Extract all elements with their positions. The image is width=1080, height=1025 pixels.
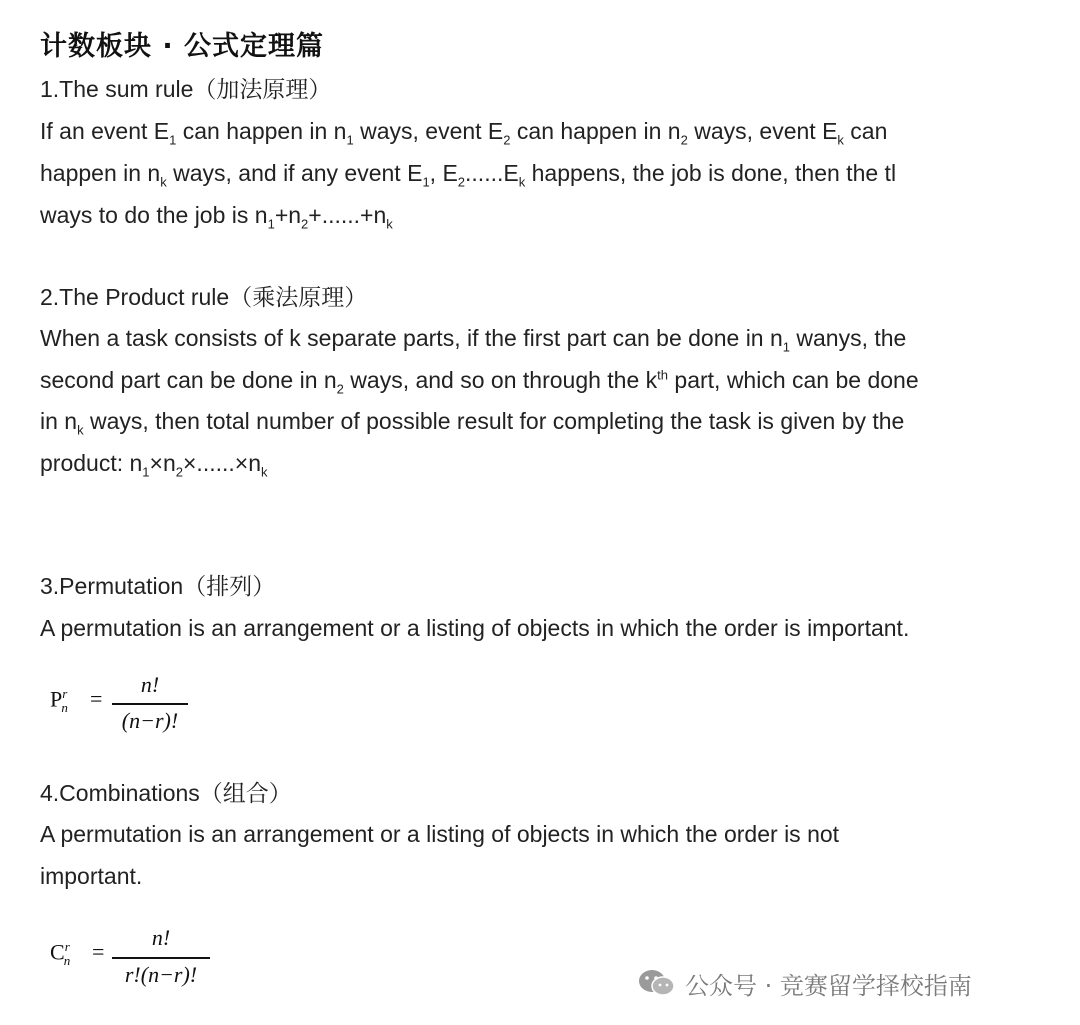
- product-rule-line-3: in $n_k$ ways, then total number of possible result for completing the task is given by the: [40, 408, 905, 438]
- formula-numerator: n!: [151, 925, 171, 950]
- combination-formula: [50, 922, 270, 994]
- combinations-line-2: important.: [40, 863, 143, 889]
- product-rule-line-4: product: $n_1\times n_2\times......\times n_k$: [40, 450, 268, 480]
- watermark-text: 公众号 · 竞赛留学择校指南: [685, 971, 972, 1000]
- formula-numerator: n!: [140, 672, 160, 697]
- wechat-official-account-icon: [637, 967, 677, 999]
- formula-equals: =: [92, 939, 105, 964]
- fraction-bar: [112, 703, 188, 705]
- product-rule-line-2: second part can be done in $n_2$ ways, and so on through the $k^{th}$ part, which can be done: [40, 367, 919, 397]
- fraction-bar: [112, 957, 210, 959]
- permutation-line-1: A permutation is an arrangement or a listing of objects in which the order is important.: [40, 615, 910, 641]
- permutation-formula: [50, 670, 250, 742]
- section-heading-sum-rule: 1.The sum rule（加法原理）: [40, 76, 332, 102]
- sum-rule-line-3: ways to do the job is $n_1+n_2+......+n_k$: [40, 202, 393, 232]
- combinations-line-1: A permutation is an arrangement or a listing of objects in which the order is not: [40, 821, 840, 847]
- formula-denominator: r!(n−r)!: [124, 962, 198, 987]
- formula-lhs: $P^r_n$: [50, 686, 68, 715]
- section-heading-product-rule: 2.The Product rule（乘法原理）: [40, 284, 368, 310]
- formula-lhs: $C^r_n$: [50, 939, 71, 968]
- section-heading-combinations: 4.Combinations（组合）: [40, 780, 292, 806]
- formula-equals: =: [90, 686, 103, 711]
- watermark: [637, 965, 972, 1001]
- section-heading-permutation: 3.Permutation（排列）: [40, 573, 276, 599]
- page-title: 计数板块 · 公式定理篇: [40, 31, 325, 62]
- formula-denominator: (n−r)!: [121, 708, 179, 733]
- sum-rule-line-2: happen in $n_k$ ways, and if any event $E_1$, $E_2......E_k$ happens, the job is done, then the tl: [40, 160, 897, 190]
- sum-rule-line-1: If an event $E_1$ can happen in $n_1$ ways, event $E_2$ can happen in $n_2$ ways, event $E_k$ can: [40, 118, 888, 148]
- product-rule-line-1: When a task consists of k separate parts, if the first part can be done in $n_1$ wanys, the: [40, 325, 907, 355]
